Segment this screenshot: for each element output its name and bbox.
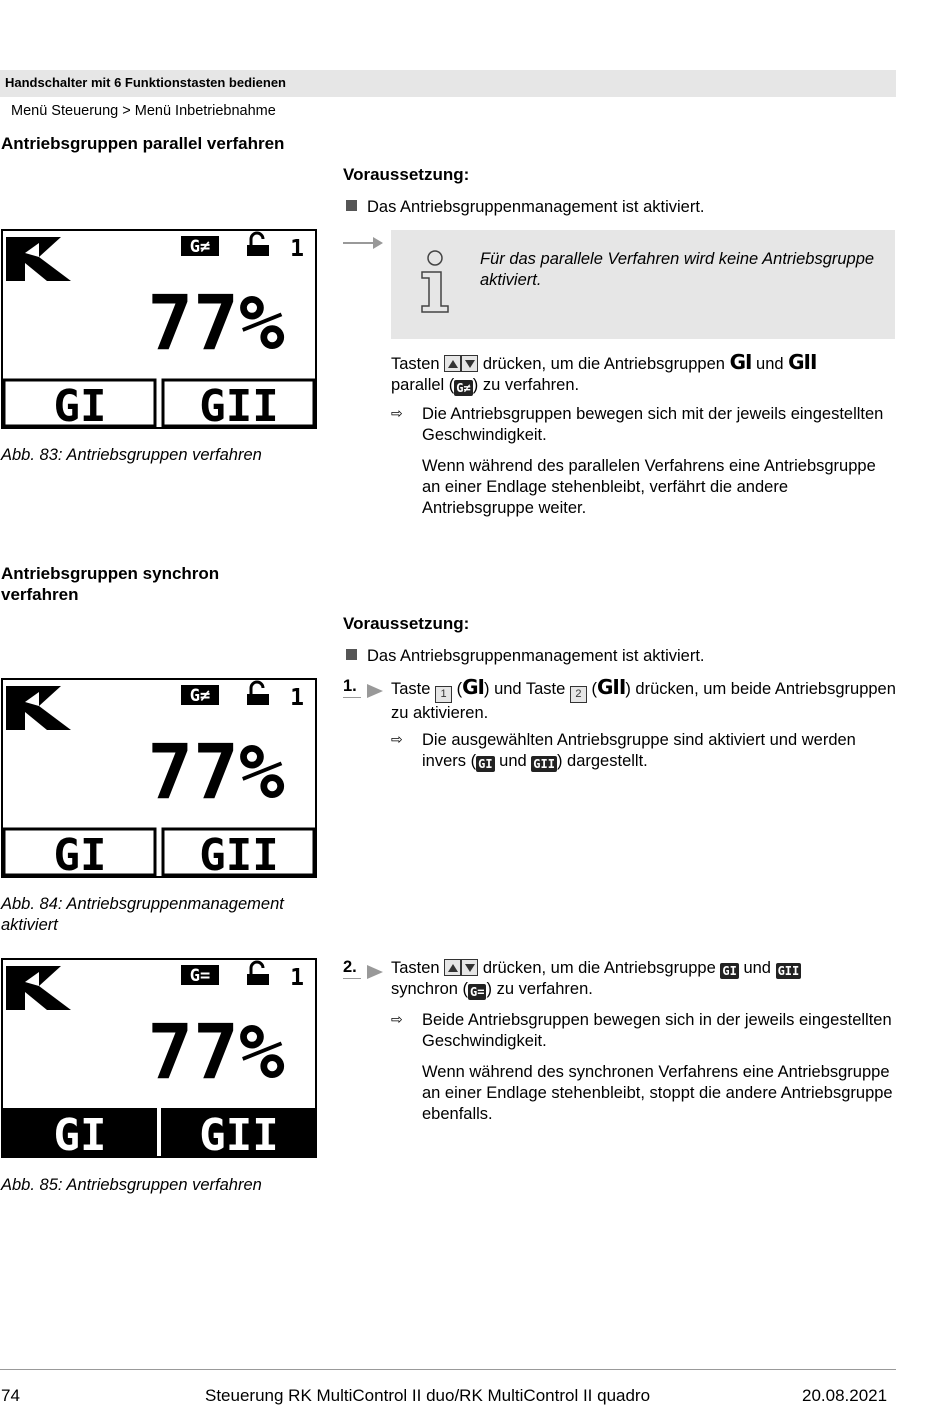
step-underline: [343, 978, 361, 979]
lcd-group-two-inverse: GII: [199, 1110, 279, 1158]
bullet-square-icon: [346, 649, 357, 660]
lcd-lock-number: 1: [290, 685, 304, 711]
info-note: [391, 230, 895, 339]
step-arrow-icon: [367, 965, 383, 979]
result-text-1: Die Antriebsgruppen bewegen sich mit der jeweils eingestellten Geschwindigkeit.: [422, 405, 884, 444]
step-2-result-1: Beide Antriebsgruppen bewegen sich in der jeweils eingestellten Geschwindigkeit.: [422, 1011, 892, 1050]
lcd-group-one: GI: [53, 830, 107, 878]
lcd-display-activated: [1, 678, 317, 878]
figure-caption-83: Abb. 83: Antriebsgruppen verfahren: [1, 446, 262, 464]
lcd-group-two: GII: [199, 830, 279, 878]
arrow-up-key-icon: [444, 959, 461, 976]
key-1-icon: 1: [435, 686, 452, 703]
section-title-synchron: Antriebsgruppen synchron verfahren: [1, 564, 220, 604]
group-two-inverse-icon: GII: [533, 757, 555, 771]
result-text-2: Wenn während des parallelen Verfahrens eine Antriebsgruppe an einer Endlage stehenbleibt, verfährt die andere Antriebsgruppe weiter.: [422, 457, 876, 517]
lcd-mode-badge: G≠: [189, 686, 211, 706]
bullet-square-icon: [346, 200, 357, 211]
result-arrow-icon: ⇨: [391, 405, 403, 421]
lcd-mode-badge: G=: [189, 966, 211, 986]
lcd-percent: 77%: [147, 278, 285, 367]
lcd-mode-badge: G≠: [189, 237, 211, 257]
key-2-icon: 2: [570, 686, 587, 703]
lcd-group-two: GII: [199, 381, 279, 429]
synchron-mode-icon: G=: [470, 985, 485, 999]
step-2-text: Tasten drücken, um die Antriebsgruppe GI und GII synchron ( G= ) zu verfahren.: [391, 959, 800, 999]
footer-divider: [0, 1369, 896, 1370]
prereq-item-2: Das Antriebsgruppenmanagement ist aktiviert.: [346, 646, 705, 666]
parallel-mode-icon: G≠: [456, 381, 471, 395]
group-one-inverse-icon: GI: [478, 757, 493, 771]
group-one-symbol: GI: [462, 675, 484, 699]
group-two-inverse-icon: GII: [777, 964, 800, 978]
page-number: 74: [1, 1386, 20, 1405]
group-two-symbol: GII: [597, 675, 626, 699]
footer-title: Steuerung RK MultiControl II duo/RK MultiControl II quadro: [205, 1386, 651, 1405]
prereq-label: Voraussetzung:: [343, 165, 470, 184]
step-number-1: 1.: [343, 677, 357, 695]
prereq-label-2: Voraussetzung:: [343, 614, 470, 633]
lcd-group-one: GI: [53, 381, 107, 429]
prereq-item: Das Antriebsgruppenmanagement ist aktiviert.: [346, 197, 705, 217]
result-arrow-icon: ⇨: [391, 731, 403, 747]
lcd-percent: 77%: [147, 1007, 285, 1096]
step-1-text: Taste 1 (GI) und Taste 2 (GII) drücken, um beide Antriebsgruppen zu aktivieren.: [391, 675, 896, 722]
step-1-result: Die ausgewählten Antriebsgruppe sind aktiviert und werden invers ( GI und GII ) dargestellt.: [422, 731, 856, 771]
section-title-parallel: Antriebsgruppen parallel verfahren: [1, 134, 285, 153]
breadcrumb: Menü Steuerung > Menü Inbetriebnahme: [11, 103, 276, 119]
info-icon: [417, 250, 453, 314]
lcd-percent: 77%: [147, 727, 285, 816]
figure-caption-85: Abb. 85: Antriebsgruppen verfahren: [1, 1176, 262, 1194]
group-one-symbol: GI: [729, 350, 752, 374]
note-text: Für das parallele Verfahren wird keine Antriebsgruppe aktiviert.: [480, 250, 875, 289]
lcd-display-parallel: [1, 229, 317, 429]
lcd-lock-number: 1: [290, 965, 304, 991]
arrow-up-key-icon: [444, 355, 461, 372]
arrow-down-key-icon: [461, 355, 478, 372]
footer-date: 20.08.2021: [802, 1386, 888, 1405]
step-arrow-icon: [367, 684, 383, 698]
group-two-symbol: GII: [788, 350, 817, 374]
arrow-down-key-icon: [461, 959, 478, 976]
step-2-result-2: Wenn während des synchronen Verfahrens eine Antriebsgruppe an einer Endlage stehenbleibt, stoppt die andere Antriebsgruppe ebenfalls.: [422, 1063, 893, 1123]
figure-caption-84: Abb. 84: Antriebsgruppenmanagement aktiviert: [1, 895, 284, 934]
lcd-lock-number: 1: [290, 236, 304, 262]
step-underline: [343, 697, 361, 698]
chapter-title: Handschalter mit 6 Funktionstasten bedienen: [5, 75, 286, 90]
group-one-inverse-icon: GI: [722, 964, 737, 978]
result-arrow-icon: ⇨: [391, 1011, 403, 1027]
lcd-group-one-inverse: GI: [53, 1110, 107, 1158]
step-number-2: 2.: [343, 958, 357, 976]
note-arrow-icon: [343, 236, 383, 250]
lcd-display-synchron: [1, 958, 317, 1158]
chapter-header: [0, 70, 896, 97]
instruction-parallel: Tasten drücken, um die Antriebsgruppen GI und GII parallel ( G≠ ) zu verfahren.: [391, 350, 817, 395]
